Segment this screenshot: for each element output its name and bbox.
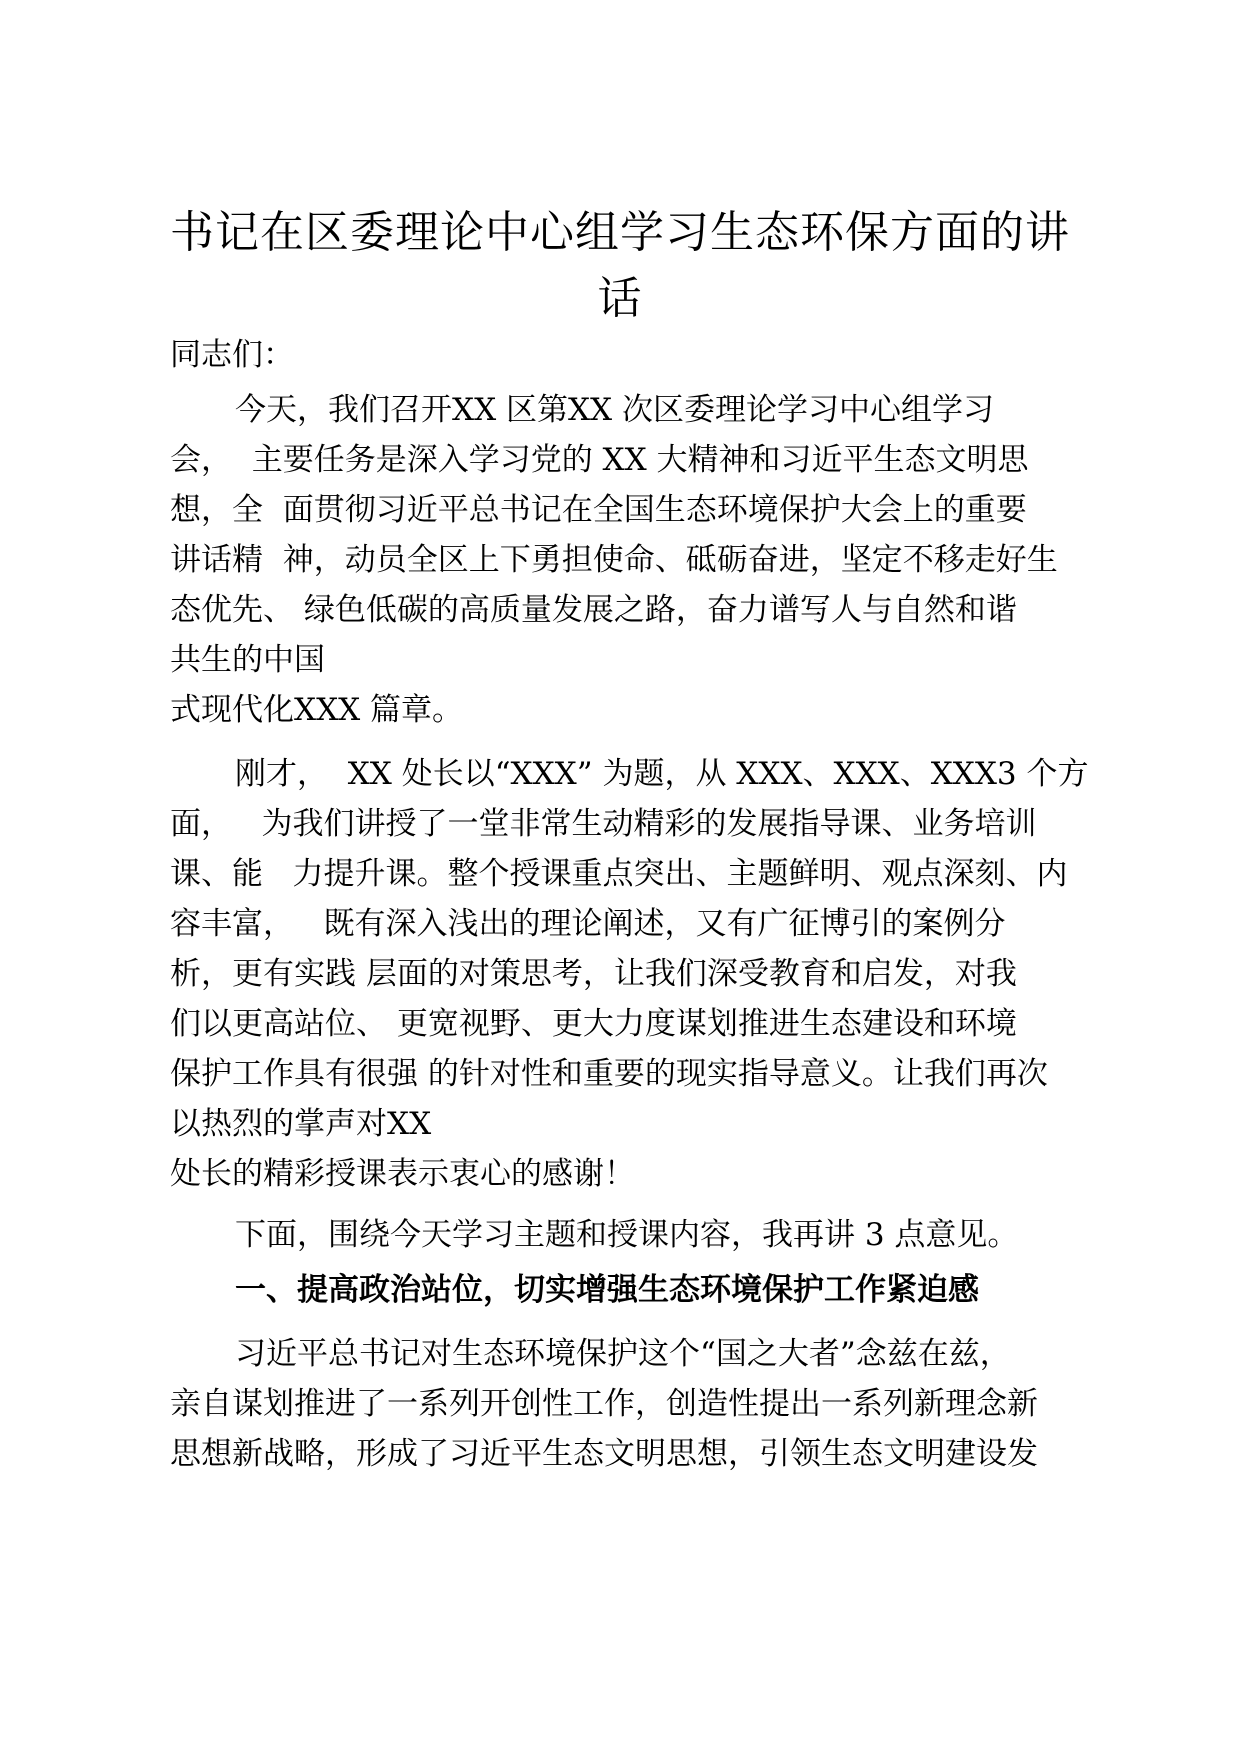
title-line-2: 话 — [597, 273, 643, 324]
paragraph-2-line: 面， 为我们讲授了一堂非常生动精彩的发展指导课、业务培训 — [170, 806, 1037, 842]
paragraph-1-line: 今天，我们召开XX 区第XX 次区委理论学习中心组学习 — [235, 392, 994, 428]
paragraph-4-line: 习近平总书记对生态环境保护这个“国之大者”念兹在兹， — [235, 1336, 1011, 1372]
paragraph-2-line: 容丰富， 既有深入浅出的理论阐述，又有广征博引的案例分 — [170, 906, 1006, 942]
paragraph-2-line: 刚才， XX 处长以“XXX” 为题，从 XXX、XXX、XXX3 个方 — [235, 756, 1089, 792]
paragraph-3: 下面，围绕今天学习主题和授课内容，我再讲 3 点意见。 — [235, 1217, 1019, 1253]
paragraph-2-line: 处长的精彩授课表示衷心的感谢！ — [170, 1156, 635, 1192]
document-title — [140, 200, 1100, 332]
paragraph-1-line: 会， 主要任务是深入学习党的 XX 大精神和习近平生态文明思 — [170, 442, 1029, 478]
paragraph-1-line: 式现代化XXX 篇章。 — [170, 692, 464, 728]
paragraph-1-line: 想，全 面贯彻习近平总书记在全国生态环境保护大会上的重要 — [170, 492, 1027, 528]
paragraph-2-line: 们以更高站位、 更宽视野、更大力度谋划推进生态建设和环境 — [170, 1006, 1017, 1042]
paragraph-1-line: 共生的中国 — [170, 642, 325, 678]
paragraph-2-line: 析，更有实践 层面的对策思考，让我们深受教育和启发，对我 — [170, 956, 1017, 992]
paragraph-1-line: 态优先、 绿色低碳的高质量发展之路，奋力谱写人与自然和谐 — [170, 592, 1017, 628]
title-line-1: 书记在区委理论中心组学习生态环保方面的讲 — [170, 207, 1070, 258]
paragraph-2-line: 以热烈的掌声对XX — [170, 1106, 432, 1142]
section-heading-1: 一、提高政治站位，切实增强生态环境保护工作紧迫感 — [235, 1272, 979, 1308]
paragraph-2-line: 保护工作具有很强 的针对性和重要的现实指导意义。让我们再次 — [170, 1056, 1048, 1092]
paragraph-4-line: 思想新战略，形成了习近平生态文明思想，引领生态文明建设发 — [170, 1436, 1038, 1472]
paragraph-2-line: 课、能 力提升课。整个授课重点突出、主题鲜明、观点深刻、内 — [170, 856, 1068, 892]
salutation: 同志们： — [170, 337, 294, 373]
paragraph-4-line: 亲自谋划推进了一系列开创性工作，创造性提出一系列新理念新 — [170, 1386, 1038, 1422]
paragraph-1-line: 讲话精 神，动员全区上下勇担使命、砥砺奋进，坚定不移走好生 — [170, 542, 1058, 578]
